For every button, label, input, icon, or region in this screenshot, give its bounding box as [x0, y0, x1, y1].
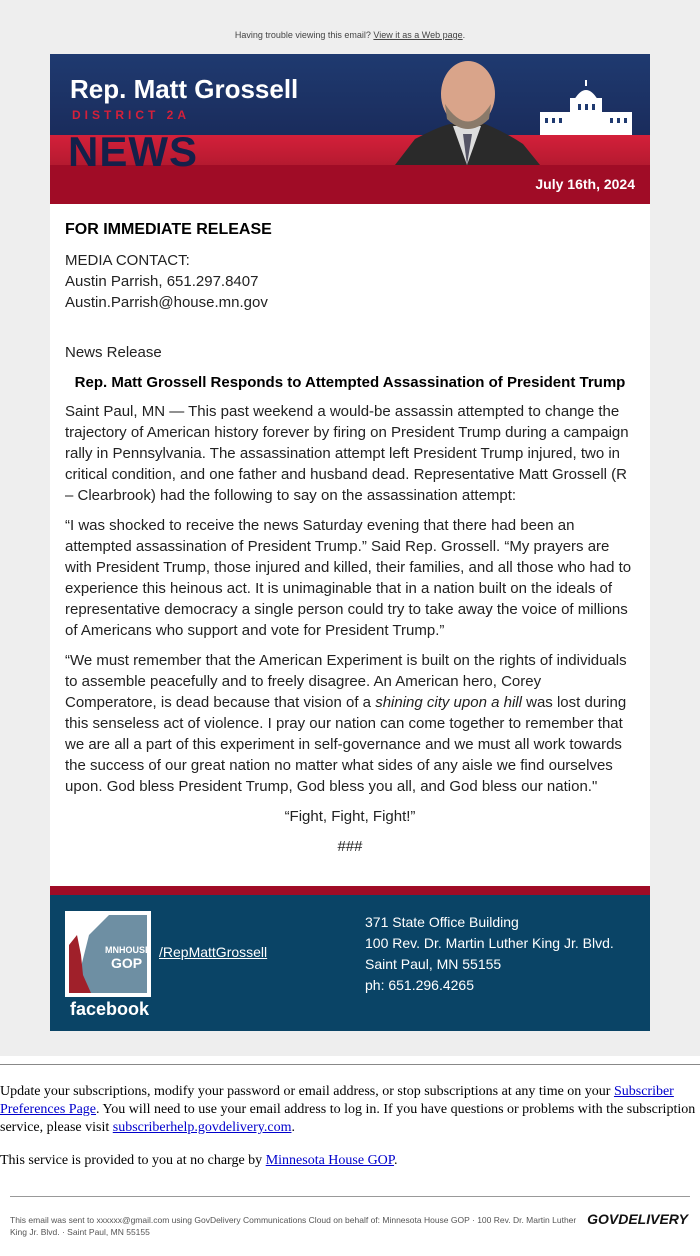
release-type: News Release — [65, 344, 162, 361]
email-body — [50, 54, 650, 1031]
paragraph: “We must remember that the American Experiment is built on the rights of individuals to assemble peacefully and to freely disagree. An American hero, Corey Comperatore, is dead because that vision of a shining city upon a hill was lost during this senseless act of violence. I pray our nation can come together to remember that we are all a part of this experiment in self-governance and we must all work towards the success of our great nation no matter what sides of any aisle we find ourselves upon. God bless President Trump, God bless you all, and God bless our nation." — [65, 652, 627, 795]
govdelivery-logo[interactable]: GOVDELIVERY — [587, 1211, 688, 1227]
header-news: NEWS — [68, 128, 198, 175]
subscriber-preferences-link[interactable]: Subscriber Preferences Page — [0, 1084, 674, 1117]
closing-quote: “Fight, Fight, Fight!” — [284, 808, 416, 825]
header-banner — [50, 54, 650, 204]
svg-text:GOP: GOP — [111, 955, 143, 971]
release-date: July 16th, 2024 — [535, 176, 635, 192]
release-label: FOR IMMEDIATE RELEASE — [65, 221, 272, 238]
svg-text:MNHOUSE: MNHOUSE — [105, 945, 151, 955]
paragraph: Saint Paul, MN — This past weekend a would-be assassin attempted to change the trajectory of American history forever by firing on President Trump during a campaign rally in Pennsylvania. The assassination attempt left President Trump injured, two in critical condition, and one father and husband dead. Representative Matt Grossell (R – Clearbrook) had the following to say on the assassination attempt: — [65, 403, 629, 504]
web-version-link[interactable]: View it as a Web page — [373, 30, 463, 40]
facebook-label: facebook — [70, 999, 150, 1019]
facebook-link[interactable]: /RepMattGrossell — [159, 944, 268, 960]
minnesota-house-gop-link[interactable]: Minnesota House GOP — [265, 1153, 395, 1168]
mn-house-gop-logo[interactable] — [65, 911, 151, 997]
subscriber-help-link[interactable]: subscriberhelp.govdelivery.com — [112, 1120, 292, 1135]
legal-footer: This email was sent to xxxxxx@gmail.com using GovDelivery Communications Cloud on behalf of: Minnesota House GOP · 100 Rev. Dr. Martin Luther King Jr. Blvd. · Saint Paul, MN 55155 GOVDELIVERY — [10, 1211, 688, 1237]
paragraph: “I was shocked to receive the news Saturday evening that there had been an attempted assassination of President Trump.” Said Rep. Grossell. “My prayers are with President Trump, those injured and killed, their families, and all those who had to experience this heinous act. It is unimaginable that in a nation built on the ideals of representative democracy a single person could try to take away the voice of millions of Americans who support and vote for President Trump.” — [65, 517, 632, 639]
release-content — [50, 204, 650, 886]
end-mark: ### — [337, 838, 363, 855]
header-district: DISTRICT 2A — [72, 108, 191, 122]
subscription-info: Update your subscriptions, modify your password or email address, or stop subscriptions at any time on your Subscriber Preferences Page. You will need to use your email address to log in. If you have questions or problems with the subscription service, please visit subscriberhelp.govdelivery.com. This service is provided to you at no charge by Minnesota House GOP. — [0, 1084, 696, 1168]
office-address: 371 State Office Building 100 Rev. Dr. Martin Luther King Jr. Blvd. Saint Paul, MN 55155 ph: 651.296.4265 — [365, 914, 614, 993]
preheader: Having trouble viewing this email? View it as a Web page. — [234, 30, 466, 40]
representative-photo — [395, 54, 540, 165]
contact-footer — [50, 886, 650, 1031]
media-contact: MEDIA CONTACT: Austin Parrish, 651.297.8407 Austin.Parrish@house.mn.gov — [65, 252, 268, 311]
header-name: Rep. Matt Grossell — [70, 74, 299, 104]
capitol-icon — [540, 80, 632, 135]
release-title: Rep. Matt Grossell Responds to Attempted Assassination of President Trump — [74, 374, 626, 391]
